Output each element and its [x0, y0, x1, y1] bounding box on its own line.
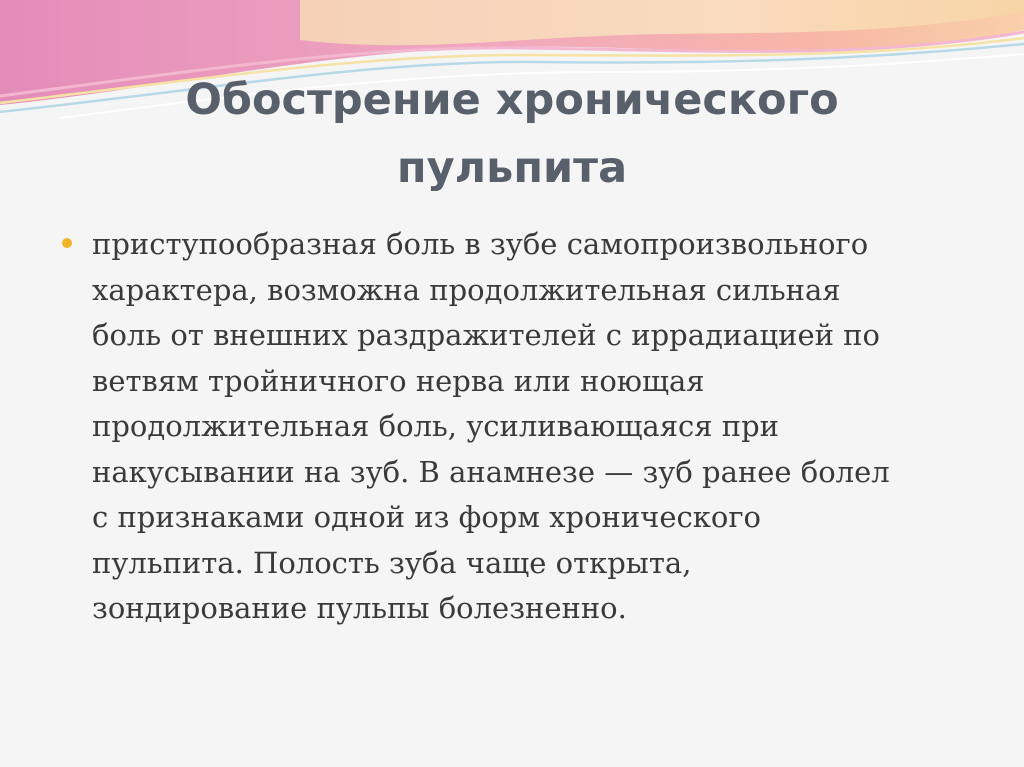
bullet-line: характера, возможна продолжительная сильная: [92, 272, 841, 307]
bullet-list: [60, 222, 960, 632]
bullet-line: ветвям тройничного нерва или ноющая: [92, 363, 705, 398]
bullet-line: приступообразная боль в зубе самопроизвольного: [92, 227, 869, 261]
slide-title: [60, 66, 964, 202]
bullet-line: боль от внешних раздражителей с иррадиацией по: [92, 318, 880, 352]
slide-title-line-2: пульпита: [396, 143, 628, 193]
bullet-item: [60, 222, 960, 632]
slide-title-line-1: Обострение хронического: [185, 75, 839, 125]
bullet-line: накусывании на зуб. В анамнезе — зуб ранее болел: [92, 454, 890, 489]
bullet-line: зондирование пульпы болезненно.: [92, 591, 627, 625]
bullet-line: продолжительная боль, усиливающаяся при: [92, 409, 779, 443]
bullet-line: пульпита. Полость зуба чаще открыта,: [92, 545, 692, 580]
bullet-dot-icon: [62, 238, 72, 248]
bullet-line: с признаками одной из форм хронического: [92, 500, 761, 534]
bullet-text: [92, 222, 960, 632]
